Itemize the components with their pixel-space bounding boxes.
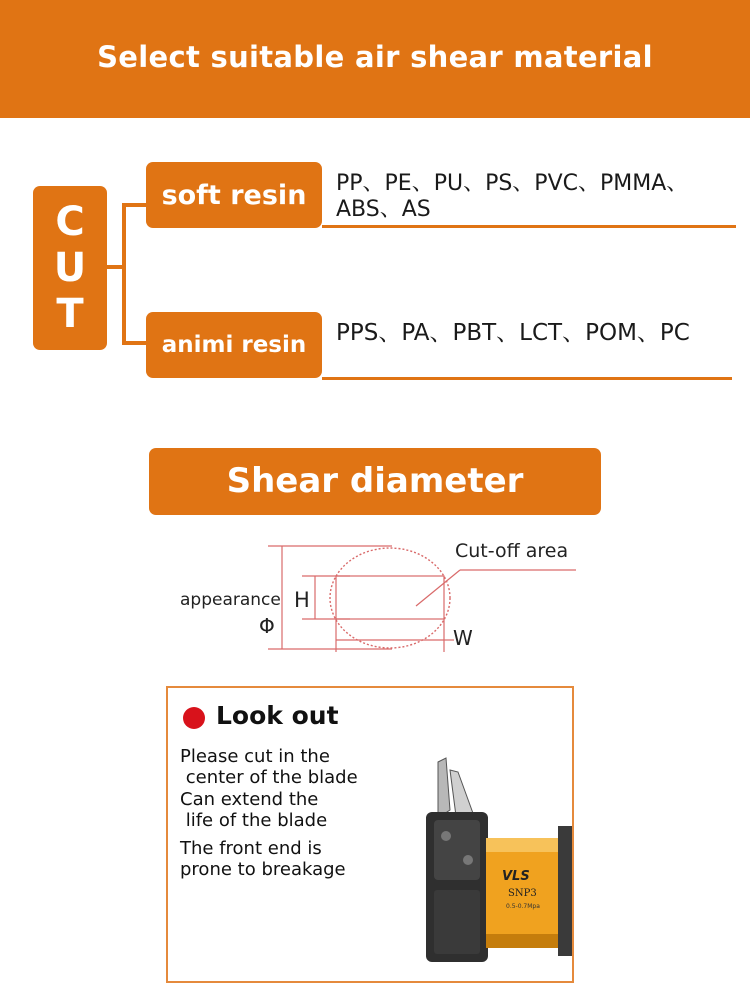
blade-right: [450, 770, 474, 816]
alert-dot-icon: [183, 707, 205, 729]
shear-diameter-banner: [149, 448, 601, 515]
connector-branch-soft: [122, 203, 148, 207]
screw-mid: [463, 855, 473, 865]
cut-letter-c: C: [55, 199, 85, 245]
page-title: Select suitable air shear material: [97, 40, 653, 74]
blade-left: [438, 758, 450, 818]
soft-resin-tag: [146, 162, 322, 228]
soft-resin-materials: PP、PE、PU、PS、PVC、PMMA、ABS、AS: [336, 171, 689, 222]
soft-resin-label: soft resin: [161, 179, 307, 211]
screw-top: [441, 831, 451, 841]
product-spec: 0.5-0.7Mpa: [506, 903, 540, 910]
tip-front-end: The front end is prone to breakage: [180, 838, 346, 880]
air-shear-tool-image: [408, 750, 574, 983]
cut-letter-u: U: [53, 245, 87, 291]
tool-head-lower: [434, 890, 480, 954]
look-out-title: Look out: [216, 701, 339, 730]
w-label: W: [453, 626, 473, 650]
cutoff-rect: [336, 576, 444, 619]
connector-vertical: [122, 203, 126, 345]
product-model: SNP3: [508, 888, 537, 899]
appearance-label: appearance: [180, 590, 281, 610]
appearance-circle: [330, 548, 450, 648]
h-label: H: [294, 588, 310, 612]
cut-letter-t: T: [56, 291, 84, 337]
tool-rear: [558, 826, 574, 956]
animi-resin-underline: [322, 377, 732, 380]
header-banner: [0, 0, 750, 118]
cut-badge: [33, 186, 107, 350]
animi-resin-label: animi resin: [161, 332, 307, 358]
shear-diameter-title: Shear diameter: [226, 460, 524, 501]
tip-extend-life: Can extend the life of the blade: [180, 789, 328, 831]
soft-resin-underline: [322, 225, 736, 228]
animi-resin-materials: PPS、PA、PBT、LCT、POM、PC: [336, 320, 690, 346]
cutoff-area-label: Cut-off area: [455, 540, 569, 562]
product-brand: VLS: [502, 869, 530, 884]
tool-head-plate: [434, 820, 480, 880]
connector-branch-animi: [122, 341, 148, 345]
phi-label: Φ: [259, 614, 275, 638]
animi-resin-tag: [146, 312, 322, 378]
look-out-panel: [166, 686, 574, 983]
tip-center-blade: Please cut in the center of the blade: [180, 746, 358, 788]
